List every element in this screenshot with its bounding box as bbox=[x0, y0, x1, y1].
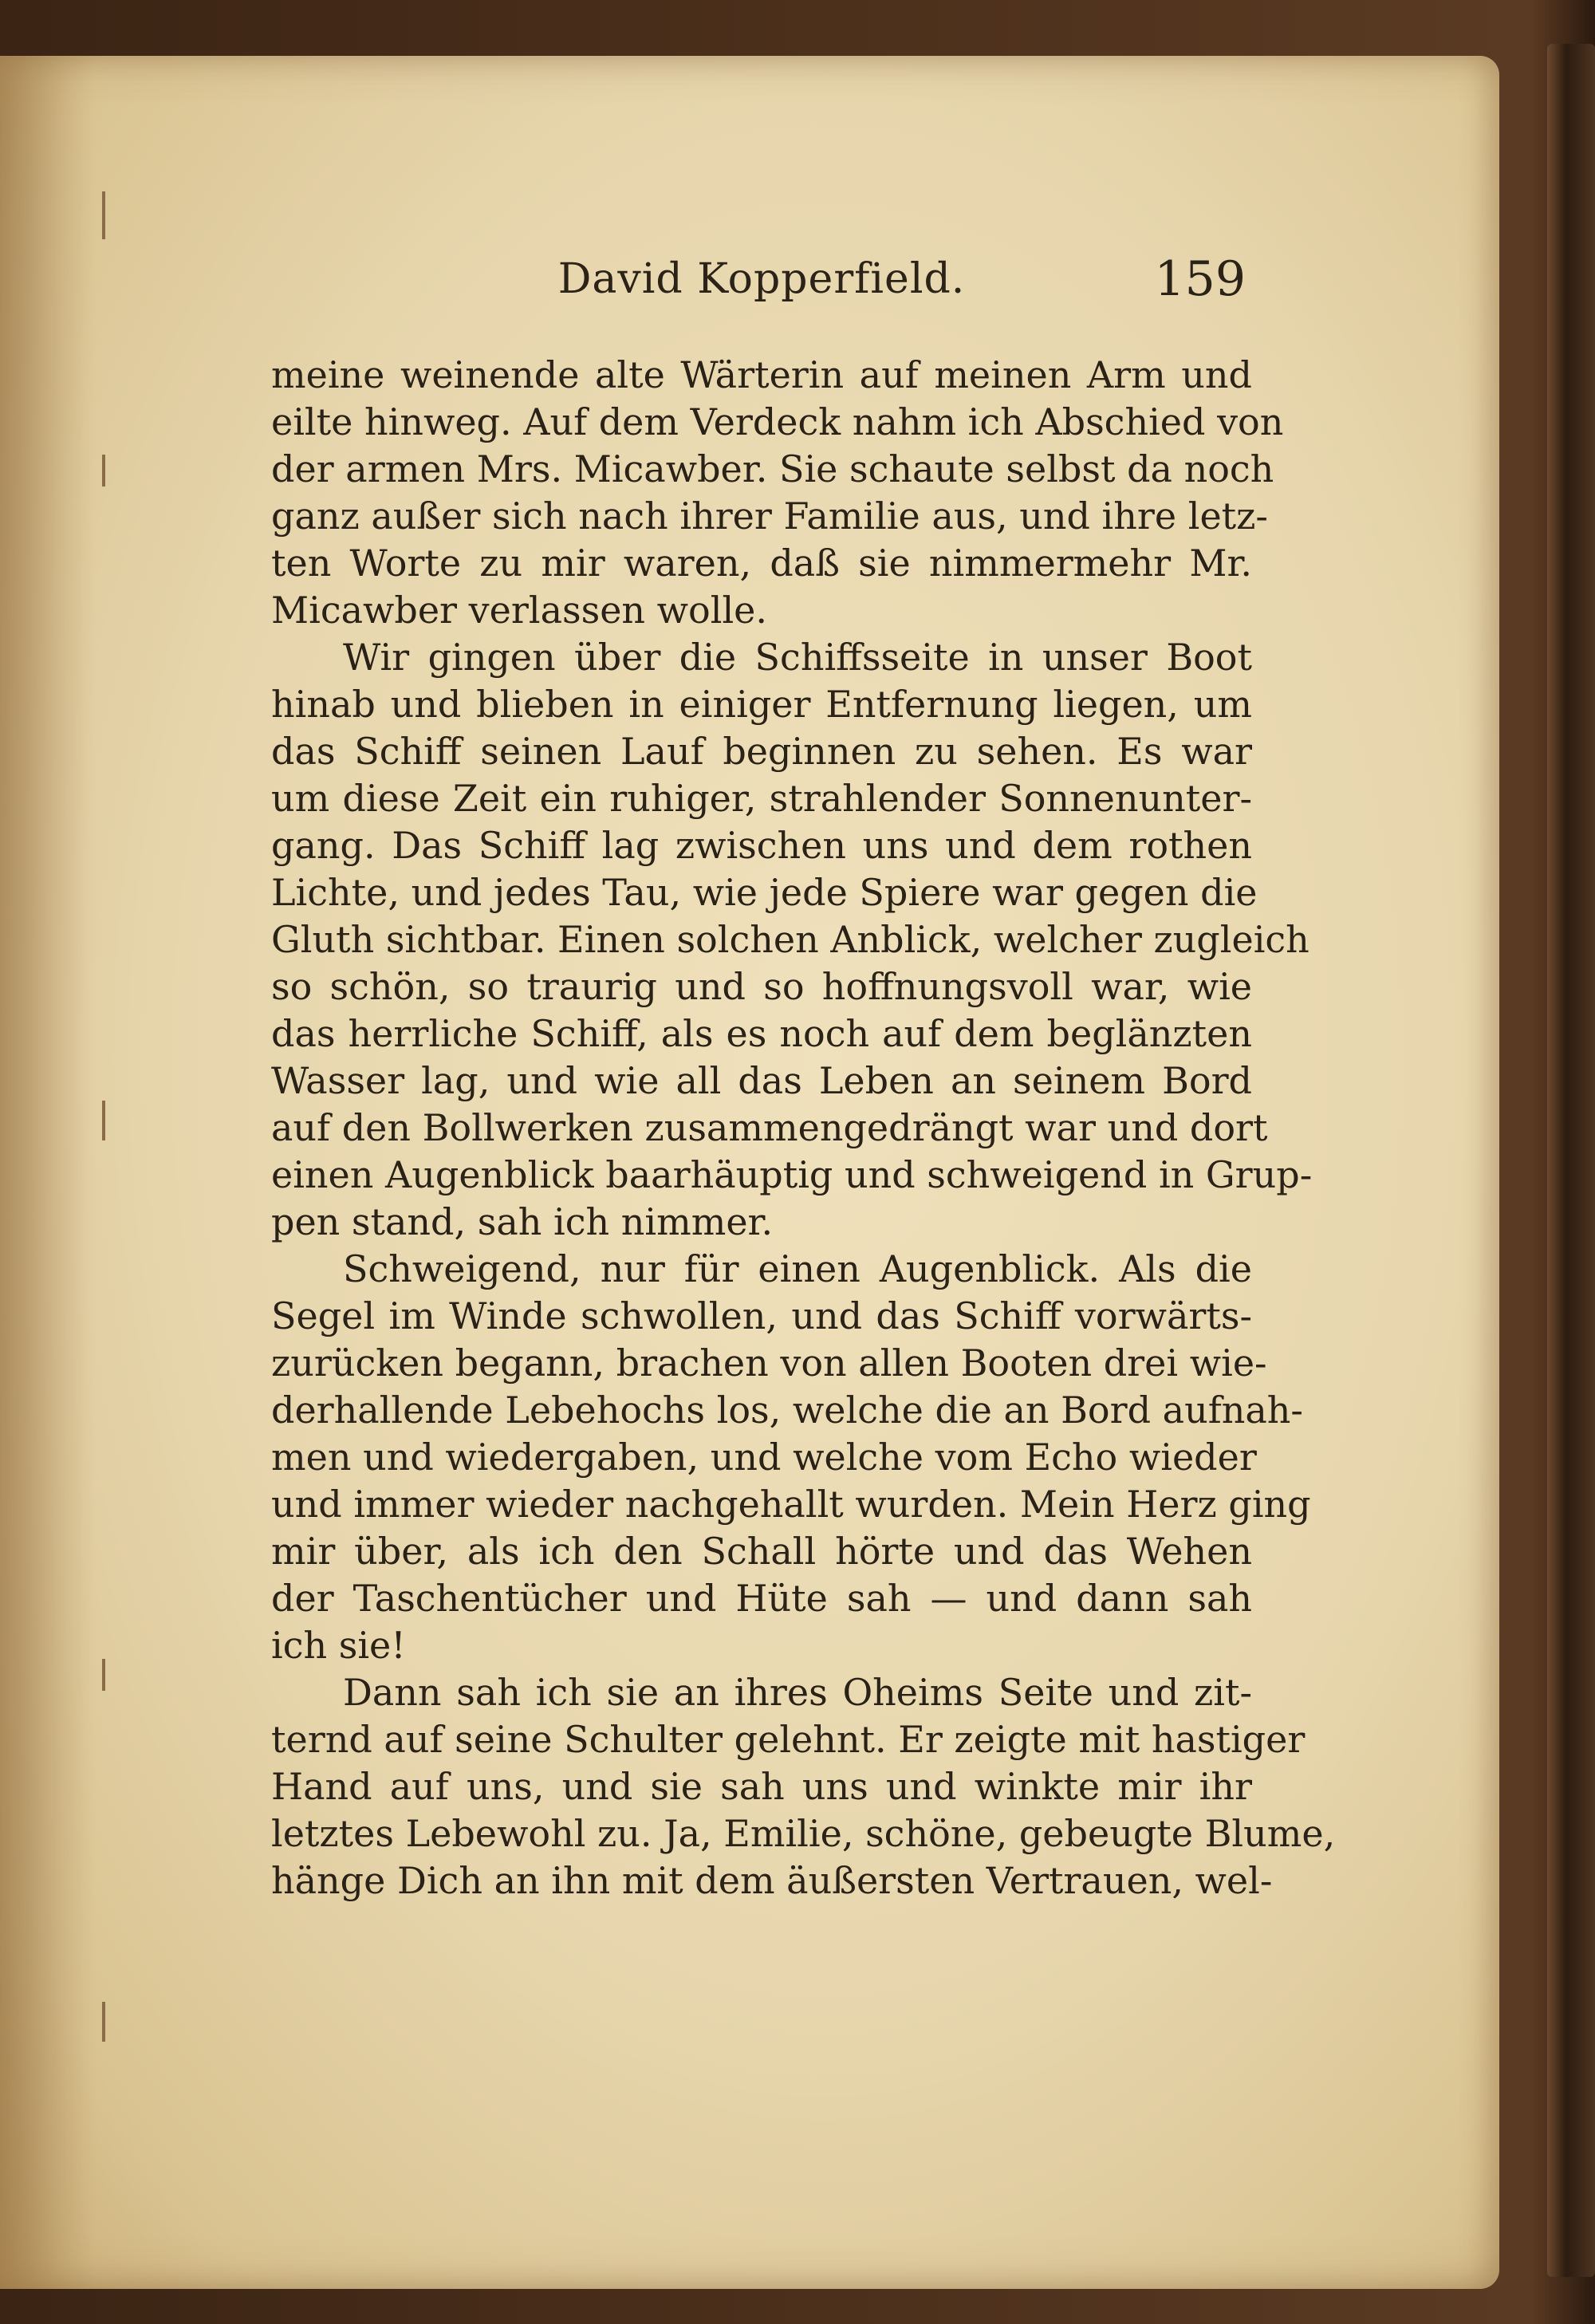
body-text bbox=[271, 351, 1336, 1946]
text-line: auf den Bollwerken zusammengedrängt war und dort bbox=[271, 1106, 1268, 1149]
text-line: Gluth sichtbar. Einen solchen Anblick, welcher zugleich bbox=[271, 918, 1309, 961]
text-line: so schön, so traurig und so hoffnungsvoll war, wie bbox=[271, 965, 1252, 1008]
text-line: Dann sah ich sie an ihres Oheims Seite und zit- bbox=[343, 1671, 1252, 1714]
margin-mark bbox=[102, 1101, 105, 1140]
gutter-shading bbox=[0, 56, 96, 2289]
margin-mark bbox=[102, 2002, 105, 2042]
text-line: Schweigend, nur für einen Augenblick. Als die bbox=[343, 1247, 1252, 1290]
text-line: Hand auf uns, und sie sah uns und winkte mir ihr bbox=[271, 1765, 1252, 1808]
text-line: meine weinende alte Wärterin auf meinen Arm und bbox=[271, 353, 1252, 396]
book-cover-edge bbox=[1547, 44, 1595, 2277]
text-line: ten Worte zu mir waren, daß sie nimmermehr Mr. bbox=[271, 542, 1252, 585]
text-line: ganz außer sich nach ihrer Familie aus, und ihre letz- bbox=[271, 494, 1268, 538]
text-line: Lichte, und jedes Tau, wie jede Spiere war gegen die bbox=[271, 871, 1258, 914]
text-line: das herrliche Schiff, als es noch auf dem beglänzten bbox=[271, 1012, 1252, 1055]
text-line: einen Augenblick baarhäuptig und schweigend in Grup- bbox=[271, 1153, 1313, 1196]
text-line: derhallende Lebehochs los, welche die an Bord aufnah- bbox=[271, 1388, 1303, 1432]
page-number: 159 bbox=[1154, 251, 1246, 307]
text-line: hänge Dich an ihn mit dem äußersten Vertrauen, wel- bbox=[271, 1859, 1273, 1902]
margin-mark bbox=[102, 1659, 105, 1691]
text-line: men und wiedergaben, und welche vom Echo wieder bbox=[271, 1436, 1257, 1479]
text-line: zurücken begann, brachen von allen Booten drei wie- bbox=[271, 1341, 1267, 1385]
text-line: um diese Zeit ein ruhiger, strahlender Sonnenunter- bbox=[271, 777, 1252, 820]
margin-mark bbox=[102, 455, 105, 486]
running-title: David Kopperfield. bbox=[557, 255, 966, 303]
text-line: eilte hinweg. Auf dem Verdeck nahm ich Abschied von bbox=[271, 400, 1284, 443]
text-line: der Taschentücher und Hüte sah — und dann sah bbox=[271, 1577, 1252, 1620]
text-line: pen stand, sah ich nimmer. bbox=[271, 1200, 774, 1243]
page-header bbox=[271, 195, 1252, 315]
text-line: das Schiff seinen Lauf beginnen zu sehen. Es war bbox=[271, 730, 1252, 773]
text-line: Micawber verlassen wolle. bbox=[271, 589, 768, 632]
text-line: Wasser lag, und wie all das Leben an seinem Bord bbox=[271, 1059, 1252, 1102]
text-line: ich sie! bbox=[271, 1624, 406, 1667]
text-line: hinab und blieben in einiger Entfernung liegen, um bbox=[271, 683, 1252, 726]
text-line: Wir gingen über die Schiffsseite in unser Boot bbox=[343, 636, 1252, 679]
margin-mark bbox=[102, 191, 105, 239]
text-line: gang. Das Schiff lag zwischen uns und dem rothen bbox=[271, 824, 1252, 867]
text-line: der armen Mrs. Micawber. Sie schaute selbst da noch bbox=[271, 447, 1274, 490]
text-line: mir über, als ich den Schall hörte und das Wehen bbox=[271, 1530, 1252, 1573]
text-line: Segel im Winde schwollen, und das Schiff vorwärts- bbox=[271, 1294, 1252, 1337]
text-line: ternd auf seine Schulter gelehnt. Er zeigte mit hastiger bbox=[271, 1718, 1306, 1761]
text-line: letztes Lebewohl zu. Ja, Emilie, schöne, gebeugte Blume, bbox=[271, 1812, 1336, 1855]
text-line: und immer wieder nachgehallt wurden. Mein Herz ging bbox=[271, 1483, 1311, 1526]
